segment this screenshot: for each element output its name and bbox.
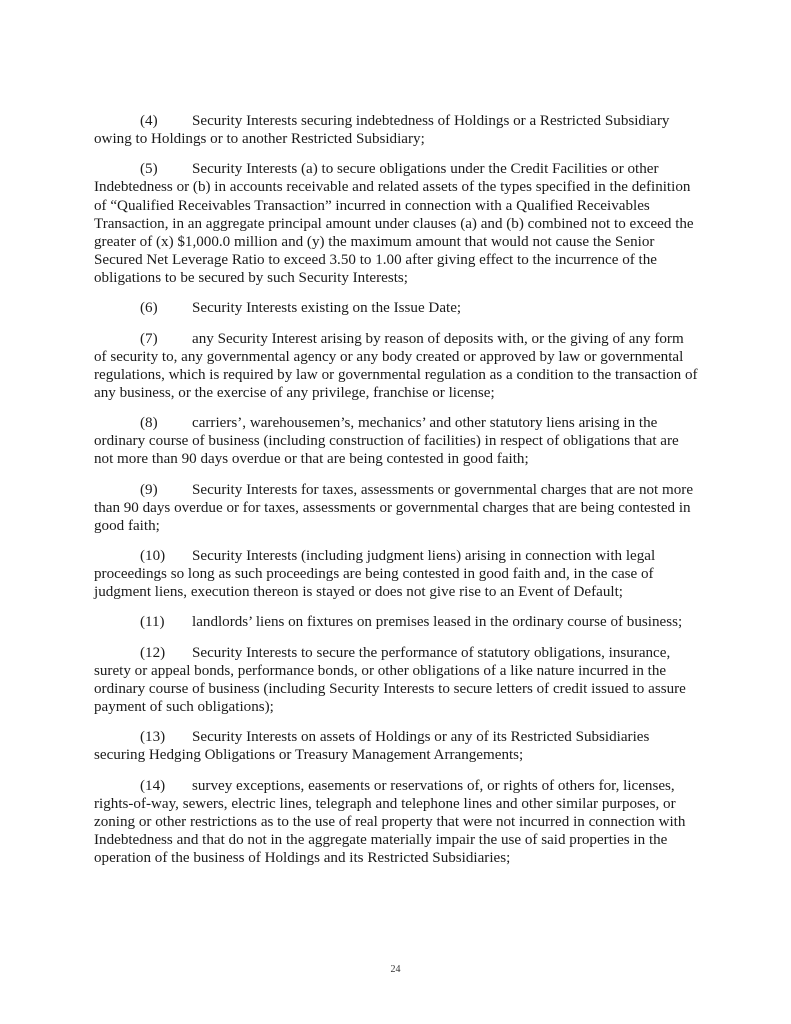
clause-text: Security Interests to secure the performance of statutory obligations, insurance, surety or appeal bonds, performance bonds, or other obligations of a like nature incurred in the ordinary course of business (including Security Interests to secure letters of credit issued to assure payment of such obligations); <box>94 644 686 716</box>
clause-8 <box>94 414 698 468</box>
clause-7 <box>94 330 698 402</box>
clause-text: survey exceptions, easements or reservations of, or rights of others for, licenses, rights-of-way, sewers, electric lines, telegraph and telephone lines and other similar purposes, or zoning or other restrictions as to the use of real property that were not incurred in connection with Indebtedness and that do not in the aggregate materially impair the use of said properties in the operation of the business of Holdings and its Restricted Subsidiaries; <box>94 777 686 867</box>
clause-text: landlords’ liens on fixtures on premises leased in the ordinary course of business; <box>192 614 683 631</box>
clause-text: Security Interests securing indebtedness of Holdings or a Restricted Subsidiary owing to Holdings or to another Restricted Subsidiary; <box>94 113 670 148</box>
document-body <box>94 112 698 879</box>
clause-12 <box>94 644 698 716</box>
clause-number: (14) <box>140 777 166 794</box>
clause-number: (11) <box>140 614 165 631</box>
clause-number: (13) <box>140 729 166 746</box>
clause-number: (10) <box>140 548 166 564</box>
clause-4 <box>94 112 698 148</box>
clause-number: (6) <box>140 300 158 317</box>
clause-9 <box>94 481 698 535</box>
clause-number: (9) <box>140 481 158 498</box>
clause-number: (5) <box>140 161 158 178</box>
clause-text: Security Interests for taxes, assessments or governmental charges that are not more than 90 days overdue or for taxes, assessments or governmental charges that are being contested in good faith; <box>94 481 694 534</box>
clause-text: any Security Interest arising by reason of deposits with, or the giving of any form of security to, any governmental agency or any body created or approved by law or governmental regulations, which is required by law or governmental regulation as a condition to the transaction of any business, or the exercise of any privilege, franchise or license; <box>94 330 698 401</box>
clause-14 <box>94 777 698 867</box>
clause-5 <box>94 160 698 287</box>
clause-10 <box>94 547 698 601</box>
clause-6 <box>94 299 698 317</box>
clause-text: carriers’, warehousemen’s, mechanics’ and other statutory liens arising in the ordinary course of business (including construction of facilities) in respect of obligations that are not more than 90 days overdue or that are being contested in good faith; <box>94 415 679 468</box>
clause-text: Security Interests on assets of Holdings or any of its Restricted Subsidiaries securing Hedging Obligations or Treasury Management Arrangements; <box>94 729 650 764</box>
clause-text: Security Interests (a) to secure obligations under the Credit Facilities or other Indebtedness or (b) in accounts receivable and related assets of the types specified in the definition of “Qualified Receivables Transaction” incurred in connection with a Qualified Receivables Transaction, in an aggregate principal amount under clauses (a) and (b) combined not to exceed the greater of (x) $1,000.0 million and (y) the maximum amount that would not cause the Senior Secured Net Leverage Ratio to exceed 3.50 to 1.00 after giving effect to the incurrence of the obligations to be secured by such Security Interests; <box>94 161 694 286</box>
clause-number: (12) <box>140 644 166 661</box>
clause-text: Security Interests existing on the Issue Date; <box>192 300 462 317</box>
clause-13 <box>94 728 698 764</box>
clause-number: (7) <box>140 330 158 347</box>
clause-number: (4) <box>140 113 158 129</box>
page-number: 24 <box>390 964 401 975</box>
clause-11 <box>94 613 698 631</box>
clause-text: Security Interests (including judgment liens) arising in connection with legal proceedings so long as such proceedings are being contested in good faith and, in the case of judgment liens, execution thereon is stayed or does not give rise to an Event of Default; <box>94 548 656 601</box>
clause-number: (8) <box>140 415 158 432</box>
